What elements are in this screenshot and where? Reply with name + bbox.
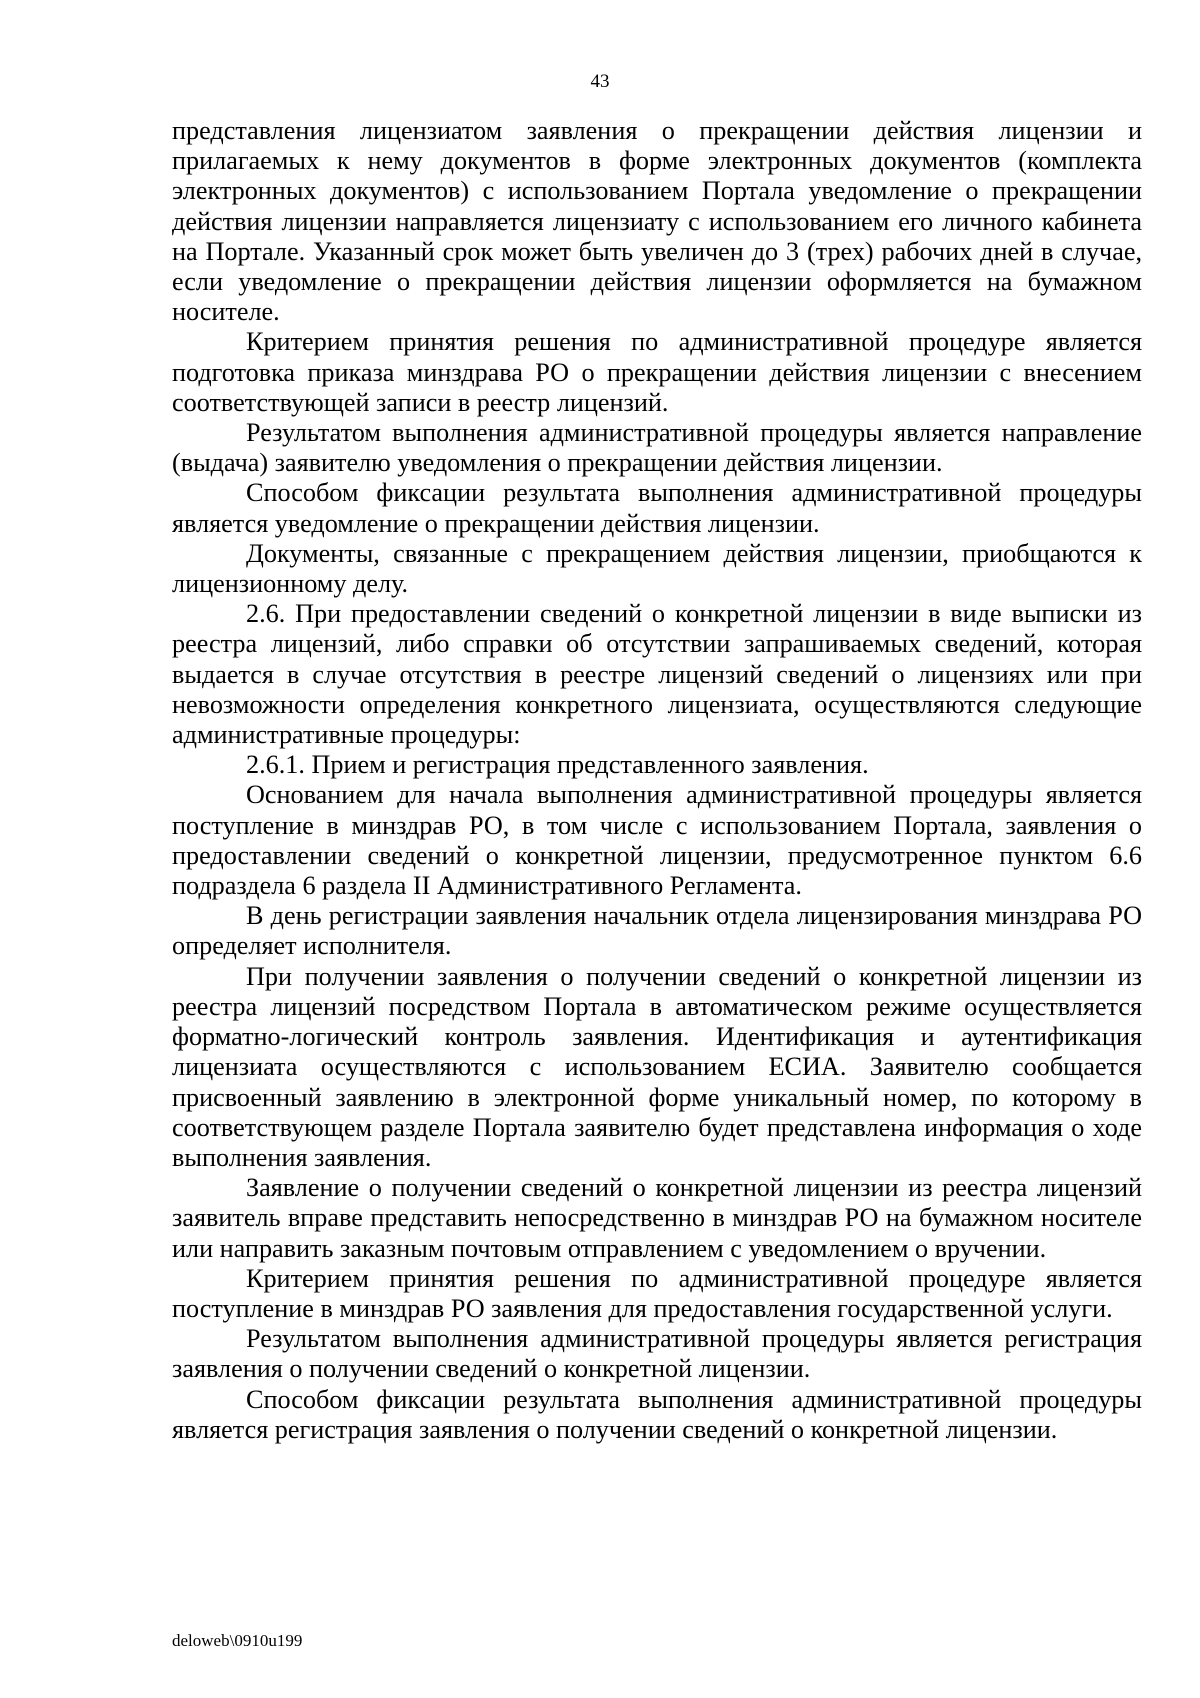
page-number: 43 <box>590 71 610 92</box>
paragraph-result-registration: Результатом выполнения административной процедуры является регистрация заявления о получении сведений о конкретной лицензии. <box>172 1324 1142 1384</box>
paragraph-fixation-registration: Способом фиксации результата выполнения административной процедуры является регистрация заявления о получении сведений о конкретной лицензии. <box>172 1384 1142 1444</box>
footer-document-code: deloweb\0910u199 <box>172 1631 303 1650</box>
paragraph-criterion-receipt: Критерием принятия решения по административной процедуре является поступление в минздрав РО заявления для предоставления государственной услуги. <box>172 1263 1142 1323</box>
paragraph-fixation-termination: Способом фиксации результата выполнения административной процедуры является уведомление о прекращении действия лицензии. <box>172 478 1142 538</box>
paragraph-result-termination: Результатом выполнения административной процедуры является направление (выдача) заявителю уведомления о прекращении действия лицензии. <box>172 418 1142 478</box>
paragraph-basis: Основанием для начала выполнения административной процедуры является поступление в минздрав РО, в том числе с использованием Портала, заявления о предоставлении сведений о конкретной лицензии, предусмотренное пунктом 6.6 подраздела 6 раздела II Административного Регламента. <box>172 780 1142 901</box>
document-body <box>172 116 1142 1445</box>
paragraph-portal-receipt: При получении заявления о получении сведений о конкретной лицензии из реестра лицензий посредством Портала в автоматическом режиме осуществляется форматно-логический контроль заявления. Идентификация и аутентификация лицензиата осуществляются с использованием ЕСИА. Заявителю сообщается присвоенный заявлению в электронной форме уникальный номер, по которому в соответствующем разделе Портала заявителю будет представлена информация о ходе выполнения заявления. <box>172 961 1142 1172</box>
paragraph-paper-submission: Заявление о получении сведений о конкретной лицензии из реестра лицензий заявитель вправе представить непосредственно в минздрав РО на бумажном носителе или направить заказным почтовым отправлением с уведомлением о вручении. <box>172 1173 1142 1263</box>
paragraph-section-2-6-1: 2.6.1. Прием и регистрация представленного заявления. <box>246 750 869 780</box>
paragraph-criterion-termination: Критерием принятия решения по административной процедуре является подготовка приказа минздрава РО о прекращении действия лицензии с внесением соответствующей записи в реестр лицензий. <box>172 327 1142 417</box>
paragraph-documents-attached: Документы, связанные с прекращением действия лицензии, приобщаются к лицензионному делу. <box>172 538 1142 599</box>
paragraph-registration-day: В день регистрации заявления начальник отдела лицензирования минздрава РО определяет исполнителя. <box>172 901 1142 961</box>
paragraph-continuation: представления лицензиатом заявления о прекращении действия лицензии и прилагаемых к нему документов в форме электронных документов (комплекта электронных документов) с использованием Портала уведомление о прекращении действия лицензии направляется лицензиату с использованием его личного кабинета на Портале. Указанный срок может быть увеличен до 3 (трех) рабочих дней в случае, если уведомление о прекращении действия лицензии оформляется на бумажном носителе. <box>172 116 1142 327</box>
paragraph-section-2-6: 2.6. При предоставлении сведений о конкретной лицензии в виде выписки из реестра лицензий, либо справки об отсутствии запрашиваемых сведений, которая выдается в случае отсутствия в реестре лицензий сведений о лицензиях или при невозможности определения конкретного лицензиата, осуществляются следующие административные процедуры: <box>172 599 1142 750</box>
